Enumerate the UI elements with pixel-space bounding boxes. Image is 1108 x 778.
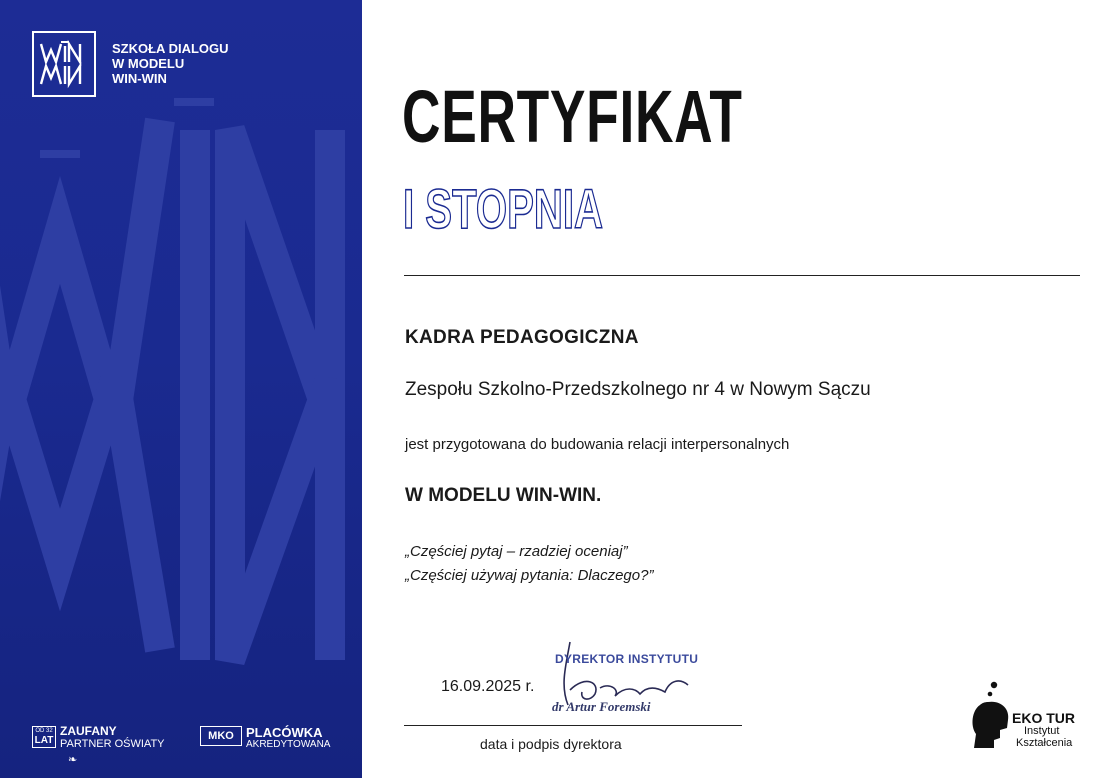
issuer-line: Instytut	[1024, 725, 1060, 737]
certificate-title: CERTYFIKAT	[402, 75, 743, 158]
quote-line: „Częściej używaj pytania: Dlaczego?”	[405, 567, 654, 584]
title-divider	[404, 275, 1080, 276]
logo-line: W MODELU	[112, 56, 185, 71]
director-stamp-name: dr Artur Foremski	[552, 699, 651, 714]
svg-text:I STOPNIA: I STOPNIA	[403, 178, 603, 234]
quote-line: „Częściej pytaj – rzadziej oceniaj”	[405, 543, 628, 560]
watermark-logo	[0, 0, 362, 778]
win-win-logo-icon	[32, 31, 96, 97]
school-name-logo	[112, 41, 229, 86]
issuer-name: EKO TUR	[1012, 710, 1075, 726]
logo-line: WIN-WIN	[112, 71, 167, 86]
leaf-icon: ❧	[68, 754, 78, 766]
head-profile-icon	[970, 680, 1014, 752]
accredited-subtitle: AKREDYTOWANA	[246, 739, 331, 750]
signature-caption: data i podpis dyrektora	[480, 736, 622, 752]
statement-text: jest przygotowana do budowania relacji interpersonalnych	[405, 436, 790, 453]
accredited-title: PLACÓWKA	[246, 725, 323, 740]
logo-line: SZKOŁA DIALOGU	[112, 41, 229, 56]
director-stamp-title: DYREKTOR INSTYTUTU	[555, 652, 699, 666]
institution-name: Zespołu Szkolno-Przedszkolnego nr 4 w Nowym Sączu	[405, 379, 871, 400]
partner-subtitle: PARTNER OŚWIATY	[60, 738, 165, 750]
issuer-logo	[970, 680, 1080, 755]
years-badge-icon	[32, 726, 56, 748]
signature-line	[404, 725, 742, 726]
mko-logo-icon: MKO	[200, 726, 242, 746]
certificate-level	[402, 178, 702, 234]
issuer-line: Kształcenia	[1016, 737, 1073, 749]
years-top: OD 32	[35, 728, 53, 734]
sidebar-panel	[0, 0, 362, 778]
model-text: W MODELU WIN-WIN.	[405, 485, 602, 506]
partner-title: ZAUFANY	[60, 724, 117, 738]
issue-date: 16.09.2025 r.	[441, 678, 535, 695]
years-bottom: LAT	[34, 735, 54, 746]
recipient-group: KADRA PEDAGOGICZNA	[405, 327, 639, 348]
